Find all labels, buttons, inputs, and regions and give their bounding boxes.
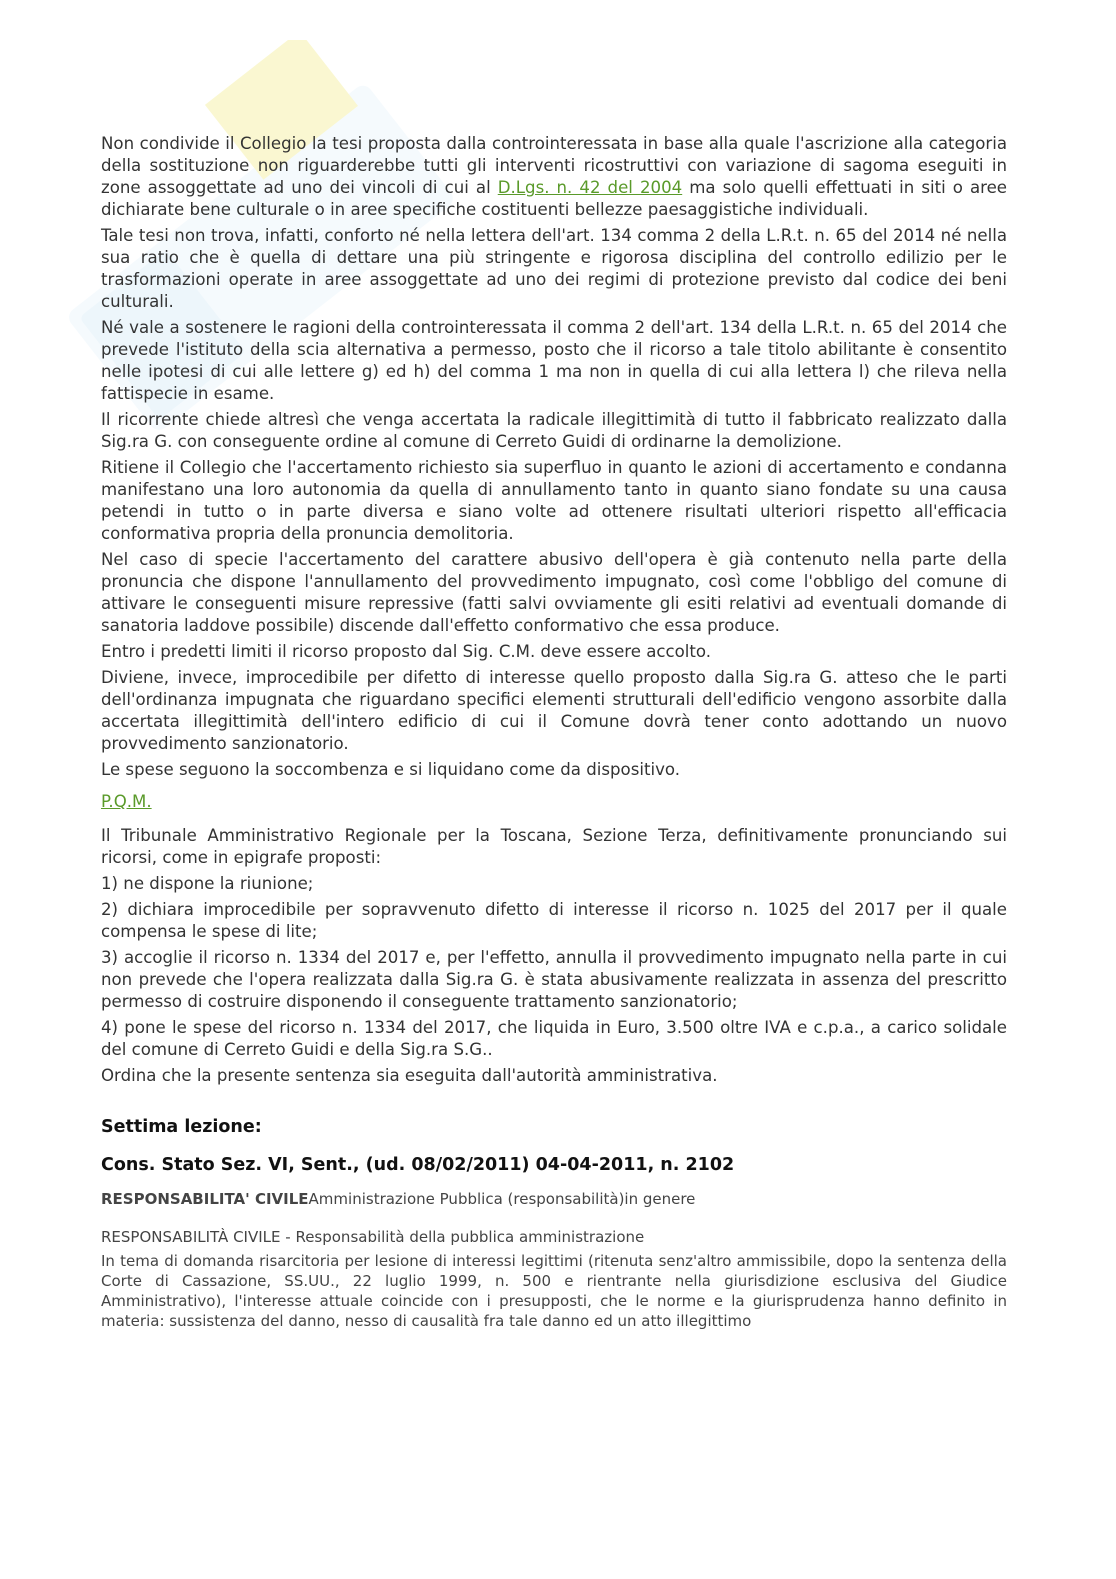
tags-bold: RESPONSABILITA' CIVILE	[101, 1190, 309, 1208]
dispositivo-item: 2) dichiara improcedibile per sopravvenuto difetto di interesse il ricorso n. 1025 del 2017 per il quale compensa le spese di lite;	[101, 900, 1007, 941]
paragraph: Entro i predetti limiti il ricorso proposto dal Sig. C.M. deve essere accolto.	[101, 642, 712, 661]
dispositivo-item: 3) accoglie il ricorso n. 1334 del 2017 e, per l'effetto, annulla il provvedimento impugnato nella parte in cui non prevede che l'opera realizzata dalla Sig.ra G. è stata abusivamente realizzata in assenza del prescritto permesso di costruire disponendo il conseguente trattamento sanzionatorio;	[101, 948, 1007, 1011]
dispositivo-intro: Il Tribunale Amministrativo Regionale per la Toscana, Sezione Terza, definitivamente pronunciando sui ricorsi, come in epigrafe proposti:	[101, 826, 1007, 867]
paragraph: Né vale a sostenere le ragioni della controinteressata il comma 2 dell'art. 134 della L.R.t. n. 65 del 2014 che prevede l'istituto della scia alternativa a permesso, posto che il ricorso a tale titolo abilitante è consentito nelle ipotesi di cui alle lettere g) ed h) del comma 1 ma non in quella di cui alla lettera l) che rileva nella fattispecie in esame.	[101, 318, 1007, 403]
tags-line	[101, 1189, 1007, 1209]
section-title: Settima lezione:	[101, 1117, 262, 1137]
pqm-link[interactable]: P.Q.M.	[101, 792, 152, 811]
document-page	[101, 133, 1007, 1331]
dispositivo-closing: Ordina che la presente sentenza sia eseguita dall'autorità amministrativa.	[101, 1066, 718, 1085]
paragraph: Diviene, invece, improcedibile per difetto di interesse quello proposto dalla Sig.ra G. atteso che le parti dell'ordinanza impugnata che riguardano specifici elementi strutturali dell'edificio vengono assorbite dalla accertata illegittimità dell'intero edificio di cui il Comune dovrà tener conto adottando un nuovo provvedimento sanzionatorio.	[101, 668, 1007, 753]
paragraph: Le spese seguono la soccombenza e si liquidano come da dispositivo.	[101, 760, 681, 779]
case-abstract: In tema di domanda risarcitoria per lesione di interessi legittimi (ritenuta senz'altro ammissibile, dopo la sentenza della Corte di Cassazione, SS.UU., 22 luglio 1999, n. 500 e rientrante nella giurisdizione esclusiva del Giudice Amministrativo), l'interesse attuale coincide con i presupposti, che le norme e la giurisprudenza hanno definito in materia: sussistenza del danno, nesso di causalità fra tale danno ed un atto illegittimo	[101, 1252, 1007, 1330]
paragraph	[101, 133, 1007, 221]
case-title: Cons. Stato Sez. VI, Sent., (ud. 08/02/2011) 04-04-2011, n. 2102	[101, 1155, 735, 1175]
pqm-heading[interactable]	[101, 791, 1007, 813]
paragraph-text: ma solo quelli effettuati in siti o aree dichiarate bene culturale o in aree specifiche costituenti bellezze paesaggistiche individuali.	[101, 178, 1007, 219]
dispositivo-item: 1) ne dispone la riunione;	[101, 874, 314, 893]
dispositivo-item: 4) pone le spese del ricorso n. 1334 del 2017, che liquida in Euro, 3.500 oltre IVA e c.p.a., a carico solidale del comune di Cerreto Guidi e della Sig.ra S.G..	[101, 1018, 1007, 1059]
paragraph: Tale tesi non trova, infatti, conforto né nella lettera dell'art. 134 comma 2 della L.R.t. n. 65 del 2014 né nella sua ratio che è quella di dettare una più stringente e rigorosa disciplina del controllo edilizio per le trasformazioni operate in aree assoggettate ad uno dei regimi di protezione previsto dal codice dei beni culturali.	[101, 226, 1007, 311]
paragraph: Ritiene il Collegio che l'accertamento richiesto sia superfluo in quanto le azioni di accertamento e condanna manifestano una loro autonomia da quella di annullamento tanto in quanto siano fondate su una causa petendi in tutto o in parte diversa e siano volte ad ottenere risultati ulteriori rispetto all'efficacia conformativa propria della pronuncia demolitoria.	[101, 458, 1007, 543]
paragraph: Il ricorrente chiede altresì che venga accertata la radicale illegittimità di tutto il fabbricato realizzato dalla Sig.ra G. con conseguente ordine al comune di Cerreto Guidi di ordinarne la demolizione.	[101, 410, 1007, 451]
tags-rest: Amministrazione Pubblica (responsabilità)in genere	[308, 1190, 696, 1208]
law-link[interactable]: D.Lgs. n. 42 del 2004	[497, 178, 683, 197]
paragraph-text: Non condivide il Collegio la tesi proposta dalla controinteressata in base alla quale l'ascrizione alla categoria della sostituzione non riguarderebbe tutti gli interventi ricostruttivi con variazione di sagoma eseguiti in zone assoggettate ad uno dei vincoli di cui al	[101, 134, 1007, 197]
case-subtitle: RESPONSABILITÀ CIVILE - Responsabilità della pubblica amministrazione	[101, 1228, 645, 1246]
paragraph: Nel caso di specie l'accertamento del carattere abusivo dell'opera è già contenuto nella parte della pronuncia che dispone l'annullamento del provvedimento impugnato, così come l'obbligo del comune di attivare le conseguenti misure repressive (fatti salvi ovviamente gli esiti relativi ad eventuali domande di sanatoria laddove possibile) discende dall'effetto conformativo che essa produce.	[101, 550, 1007, 635]
